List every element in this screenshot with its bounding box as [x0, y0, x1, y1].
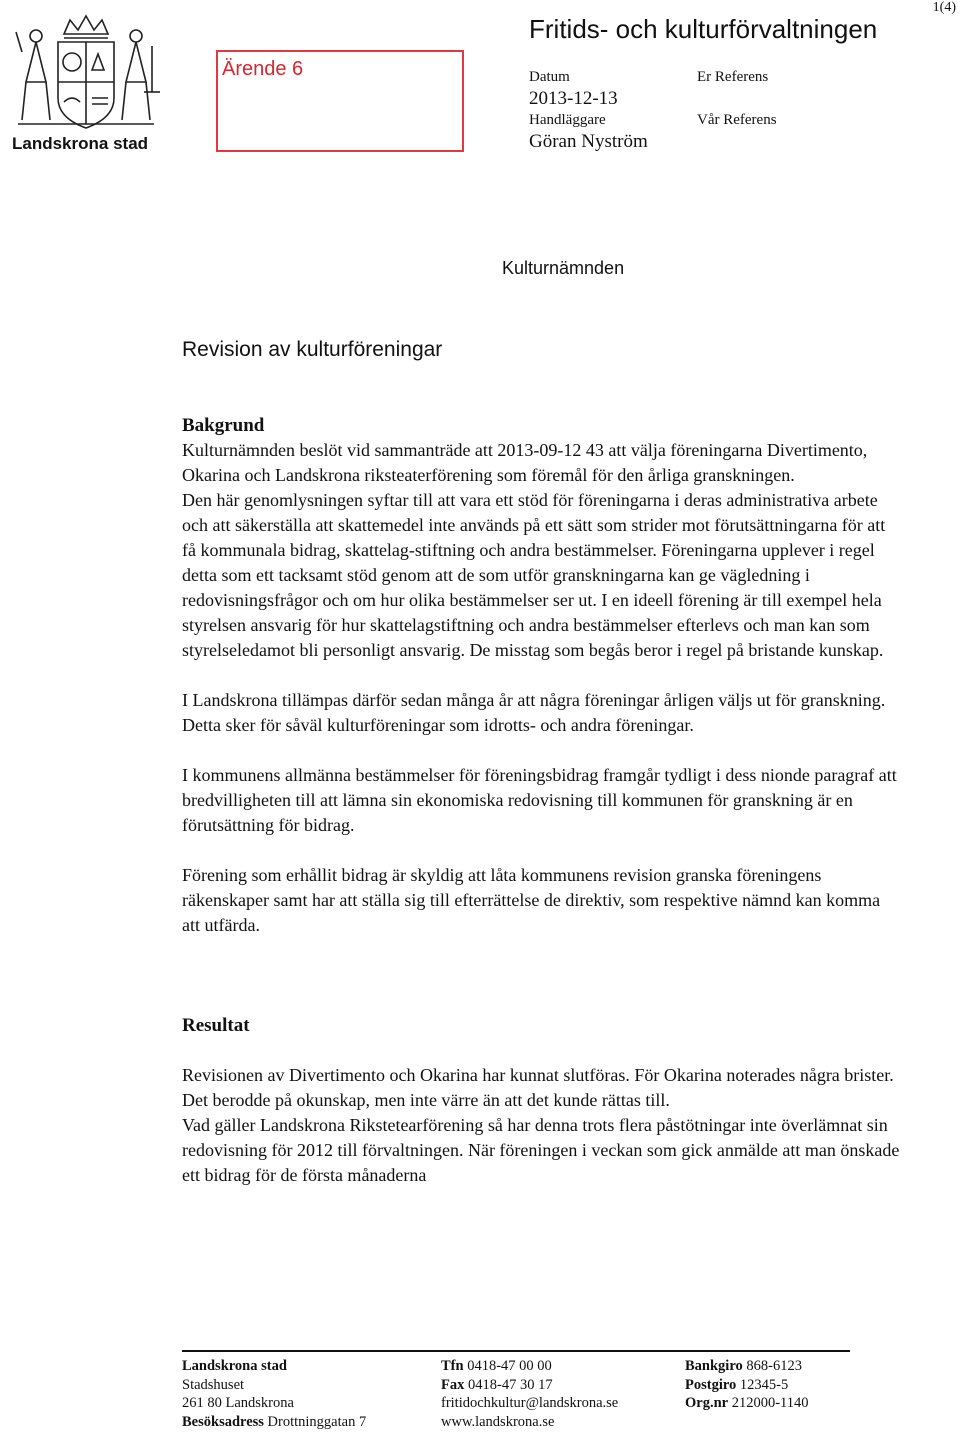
paragraph-3: I Landskrona tillämpas därför sedan många år att några föreningar årligen väljs ut för granskning. Detta sker för såväl kulturföreningar som idrotts- och andra föreningar.	[182, 690, 886, 735]
er-referens-label: Er Referens	[697, 69, 769, 85]
handlaggare-value: Göran Nyström	[529, 131, 648, 152]
handlaggare-label: Handläggare	[529, 112, 606, 128]
paragraph-1: Kulturnämnden beslöt vid sammanträde att 2013-09-12 43 att välja föreningarna Divertimento, Okarina och Landskrona riksteaterförening som föremål för den årliga granskningen.	[182, 440, 868, 485]
resultat-heading: Resultat	[182, 1015, 250, 1036]
landskrona-logo	[12, 12, 160, 158]
footer-postgiro-value: 12345-5	[739, 1376, 789, 1393]
footer-divider	[182, 1350, 850, 1352]
footer-bankgiro-value: 868-6123	[746, 1358, 802, 1374]
footer-visit-value: Drottninggatan 7	[267, 1413, 367, 1430]
footer-payment	[685, 1357, 809, 1413]
footer-fax-value: 0418-47 30 17	[467, 1376, 553, 1393]
footer-contact	[441, 1357, 618, 1431]
paragraph-5: Förening som erhållit bidrag är skyldig att låta kommunens revision granska föreningens räkenskaper samt har att ställa sig till efterrättelse de direktiv, som respektive nämnd kan komma att utfärda.	[182, 865, 881, 935]
footer-fax-label: Fax	[441, 1376, 465, 1393]
footer-address	[182, 1357, 366, 1431]
document-body	[182, 413, 902, 1188]
footer-orgnr-value: 212000-1140	[731, 1395, 809, 1411]
footer-tfn-value: 0418-47 00 00	[467, 1358, 552, 1374]
footer-building: Stadshuset	[182, 1376, 245, 1393]
footer-org: Landskrona stad	[182, 1358, 287, 1374]
paragraph-7: Vad gäller Landskrona Rikstetearförening så har denna trots flera påstötningar inte överlämnat sin redovisning för 2012 till förvaltningen. När föreningen i veckan som gick anmälde att man önskade ett bidrag för de första månaderna	[182, 1115, 900, 1185]
recipient: Kulturnämnden	[502, 258, 625, 278]
datum-label: Datum	[529, 69, 570, 85]
footer-bankgiro-label: Bankgiro	[685, 1358, 743, 1374]
arende-label: Ärende 6	[222, 58, 304, 80]
footer-visit-label: Besöksadress	[182, 1413, 264, 1430]
arende-box	[216, 50, 464, 152]
footer-postgiro-label: Postgiro	[685, 1376, 737, 1393]
footer-postal: 261 80 Landskrona	[182, 1395, 294, 1411]
paragraph-4: I kommunens allmänna bestämmelser för föreningsbidrag framgår tydligt i dess nionde paragraf att bredvilligheten till att lämna sin ekonomiska redovisning till kommunen för granskning är en förutsättning för bidrag.	[182, 765, 897, 835]
department-name: Fritids- och kulturförvaltningen	[529, 14, 878, 44]
subject-title: Revision av kulturföreningar	[182, 338, 443, 361]
page-number: 1(4)	[932, 0, 956, 15]
footer-web: www.landskrona.se	[441, 1413, 555, 1430]
footer-orgnr-label: Org.nr	[685, 1395, 729, 1411]
logo-text: Landskrona stad	[12, 134, 149, 153]
datum-value: 2013-12-13	[529, 88, 618, 109]
paragraph-2: Den här genomlysningen syftar till att vara ett stöd för föreningarna i deras administrativa arbete och att säkerställa att skattemedel inte används på ett sätt som strider mot förutsättningarna för att få kommunala bidrag, skattelag-stiftning och andra bestämmelser. Föreningarna upplever i regel detta som ett tacksamt stöd genom att de som utför granskningarna kan ge vägledning i redovisningsfrågor och om hur olika bestämmelser ser ut. I en ideell förening är till exempel hela styrelsen ansvarig för hur skattelagstiftning och andra bestämmelser efterlevs och man kan som styrelseledamot bli personligt ansvarig. De misstag som begås beror i regel på bristande kunskap.	[182, 490, 886, 660]
var-referens-label: Vår Referens	[697, 112, 777, 128]
footer-email: fritidochkultur@landskrona.se	[441, 1395, 619, 1411]
bakgrund-heading: Bakgrund	[182, 415, 265, 436]
paragraph-6: Revisionen av Divertimento och Okarina har kunnat slutföras. För Okarina noterades några brister. Det berodde på okunskap, men inte värre än att det kunde rättas till.	[182, 1065, 894, 1110]
footer-tfn-label: Tfn	[441, 1358, 464, 1374]
